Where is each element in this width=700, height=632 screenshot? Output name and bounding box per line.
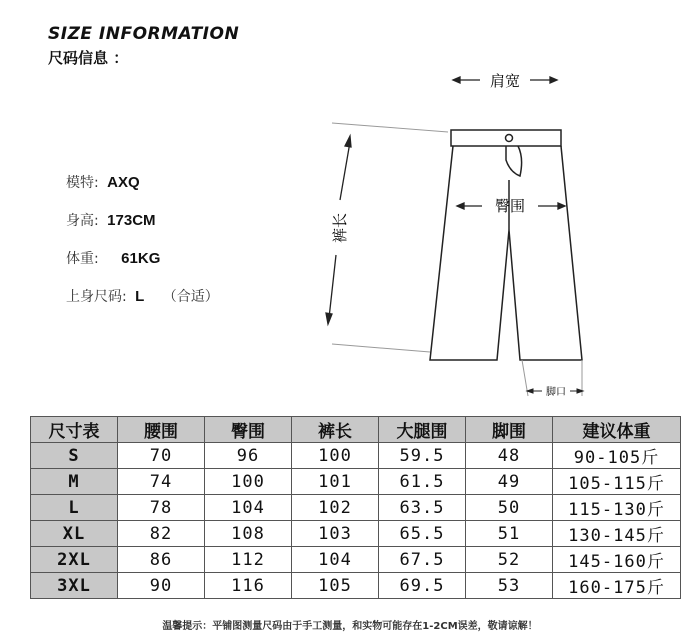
weight-cell: 115-130斤 [553, 495, 681, 521]
model-height-value: 173CM [107, 212, 156, 229]
length-cell: 100 [292, 443, 379, 469]
measurement-tip: 温馨提示：平铺图测量尺码由于手工测量，和实物可能存在1-2CM误差，敬请谅解！ [162, 621, 538, 632]
thigh-cell: 63.5 [379, 495, 466, 521]
model-height-row [66, 210, 156, 230]
length-cell: 103 [292, 521, 379, 547]
table-row [31, 573, 681, 599]
model-size-row [66, 286, 219, 306]
waist-cell: 74 [118, 469, 205, 495]
waist-cell: 70 [118, 443, 205, 469]
hip-cell: 112 [205, 547, 292, 573]
size-cell: 2XL [31, 547, 118, 573]
table-row [31, 547, 681, 573]
header-hem: 脚围 [466, 417, 553, 443]
table-row [31, 495, 681, 521]
length-cell: 105 [292, 573, 379, 599]
thigh-cell: 67.5 [379, 547, 466, 573]
header-weight: 建议体重 [553, 417, 681, 443]
model-name-row [66, 172, 140, 192]
length-guide-bottom [332, 344, 430, 352]
table-row [31, 521, 681, 547]
hip-cell: 108 [205, 521, 292, 547]
size-cell: M [31, 469, 118, 495]
header-thigh: 大腿围 [379, 417, 466, 443]
table-header-row [31, 417, 681, 443]
pants-diagram [320, 60, 600, 410]
pants-outline [430, 130, 582, 360]
waist-cell: 78 [118, 495, 205, 521]
model-size-note: （合适） [162, 289, 219, 305]
thigh-cell: 59.5 [379, 443, 466, 469]
model-size-label: 上身尺码: [66, 289, 127, 305]
hip-cell: 116 [205, 573, 292, 599]
table-row [31, 443, 681, 469]
header-waist: 腰围 [118, 417, 205, 443]
hem-cell: 52 [466, 547, 553, 573]
waist-cell: 82 [118, 521, 205, 547]
hem-cell: 48 [466, 443, 553, 469]
hip-cell: 104 [205, 495, 292, 521]
size-table [30, 416, 681, 599]
shoulder-label: 肩宽 [489, 72, 521, 90]
thigh-cell: 61.5 [379, 469, 466, 495]
waist-cell: 86 [118, 547, 205, 573]
size-cell: S [31, 443, 118, 469]
title-chinese: 尺码信息 ： [48, 49, 129, 67]
model-name-value: AXQ [107, 174, 140, 191]
hip-cell: 96 [205, 443, 292, 469]
weight-cell: 130-145斤 [553, 521, 681, 547]
thigh-cell: 69.5 [379, 573, 466, 599]
size-cell: L [31, 495, 118, 521]
hem-cell: 53 [466, 573, 553, 599]
length-label: 裤长 [331, 212, 349, 244]
length-cell: 101 [292, 469, 379, 495]
length-cell: 102 [292, 495, 379, 521]
title-english: SIZE INFORMATION [48, 24, 240, 44]
hem-cell: 51 [466, 521, 553, 547]
thigh-cell: 65.5 [379, 521, 466, 547]
length-guide-top [332, 123, 448, 132]
waist-cell: 90 [118, 573, 205, 599]
hem-cell: 50 [466, 495, 553, 521]
header-hip: 臀围 [205, 417, 292, 443]
model-weight-value: 61KG [121, 250, 161, 267]
header-size: 尺寸表 [31, 417, 118, 443]
table-row [31, 469, 681, 495]
size-cell: XL [31, 521, 118, 547]
model-size-value: L [135, 288, 145, 305]
hem-label: 脚口 [546, 387, 566, 398]
model-name-label: 模特: [66, 175, 99, 191]
model-weight-row [66, 248, 160, 268]
model-height-label: 身高: [66, 213, 99, 229]
header-length: 裤长 [292, 417, 379, 443]
model-weight-label: 体重: [66, 251, 99, 267]
hip-label: 臀围 [494, 197, 526, 215]
hem-cell: 49 [466, 469, 553, 495]
weight-cell: 105-115斤 [553, 469, 681, 495]
size-cell: 3XL [31, 573, 118, 599]
weight-cell: 145-160斤 [553, 547, 681, 573]
weight-cell: 160-175斤 [553, 573, 681, 599]
hip-cell: 100 [205, 469, 292, 495]
weight-cell: 90-105斤 [553, 443, 681, 469]
length-cell: 104 [292, 547, 379, 573]
